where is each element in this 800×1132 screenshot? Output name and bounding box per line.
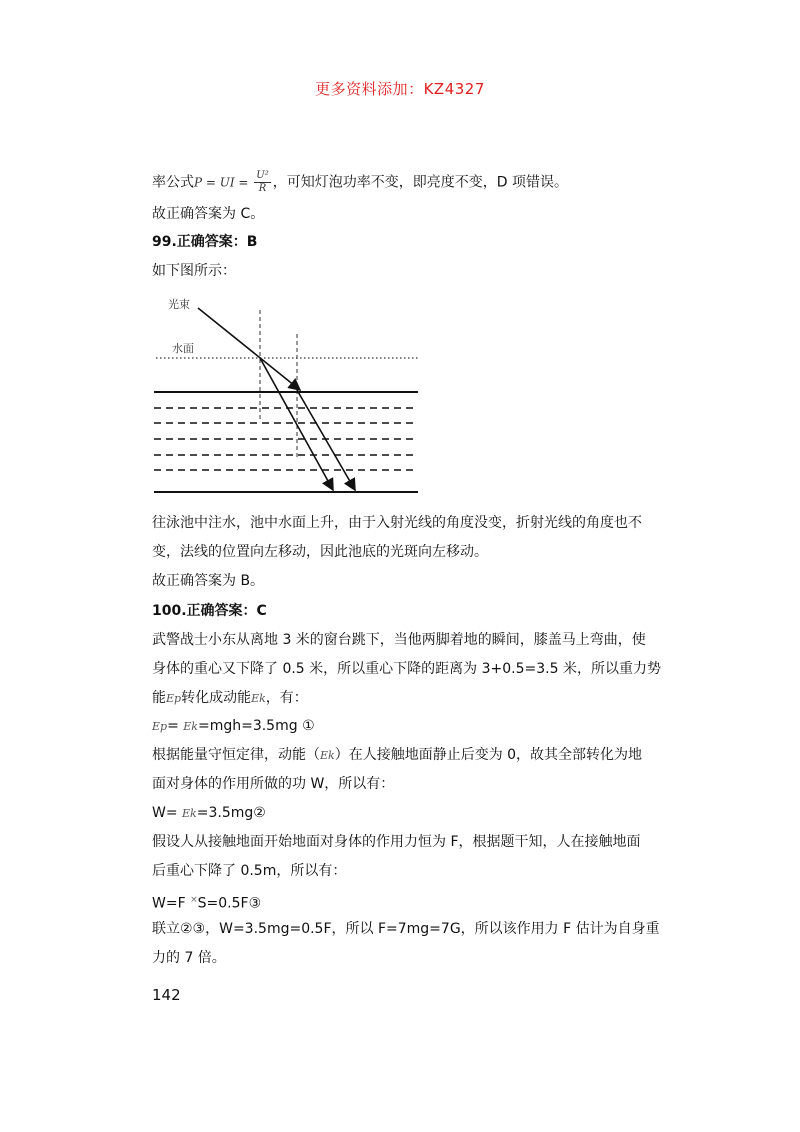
label-beam: 光束 <box>168 298 190 311</box>
answer-c-line: 故正确答案为 C。 <box>152 206 265 222</box>
formula-lhs: P = UI = <box>194 175 253 190</box>
text: = <box>167 718 179 734</box>
times-sign: × <box>190 895 198 905</box>
watermark-header: 更多资料添加：KZ4327 <box>315 80 485 98</box>
q100-line-1: 武警战士小东从离地 3 米的窗台跳下，当他两脚着地的瞬间，膝盖马上弯曲，使 <box>152 632 646 648</box>
q99-explain-1: 往泳池中注水，池中水面上升，由于入射光线的角度没变，折射光线的角度也不 <box>152 515 642 531</box>
q100-line-9: 后重心下降了 0.5m，所以有： <box>152 863 347 879</box>
q99-intro: 如下图所示： <box>152 263 236 279</box>
q100-line-3 <box>152 688 308 709</box>
text: =mgh=3.5mg ① <box>197 718 315 734</box>
q99-explain-2: 变，法线的位置向左移动，因此池底的光斑向左移动。 <box>152 544 488 560</box>
q100-line-8: 假设人从接触地面开始地面对身体的作用力恒为 F，根据题干知，人在接触地面 <box>152 834 641 850</box>
symbol-text: Ep <box>166 692 182 705</box>
q100-line-12: 力的 7 倍。 <box>152 950 226 966</box>
symbol-ek: Ek <box>183 720 198 733</box>
q99-answer: 故正确答案为 B。 <box>152 573 265 589</box>
q99-heading: 99.正确答案：B <box>152 234 258 250</box>
text: =3.5mg② <box>196 805 266 821</box>
symbol-ep: Ep <box>152 720 168 733</box>
q100-line-2: 身体的重心又下降了 0.5 米，所以重心下降的距离为 3+0.5=3.5 米，所以重力势 <box>152 661 661 677</box>
formula-fraction <box>254 170 270 195</box>
text: W= <box>152 805 178 821</box>
q100-line-6: 面对身体的作用所做的功 W，所以有： <box>152 776 395 792</box>
text: W=F <box>152 895 186 912</box>
text: S=0.5F③ <box>197 895 262 912</box>
q100-line-11: 联立②③，W=3.5mg=0.5F，所以 F=7mg=7G，所以该作用力 F 估计为自身重 <box>152 921 660 937</box>
symbol-ep <box>166 692 181 705</box>
q100-heading: 100.正确答案：C <box>152 603 267 619</box>
text: 能 <box>152 690 166 706</box>
paragraph-power-formula <box>152 170 568 195</box>
text: ，有： <box>265 690 308 706</box>
page-number: 142 <box>152 986 181 1004</box>
q100-equation-2 <box>152 803 266 824</box>
symbol-ek <box>251 692 266 705</box>
symbol-text: Ek <box>251 692 266 705</box>
symbol-ek: Ek <box>182 807 197 820</box>
q100-equation-3 <box>152 890 261 914</box>
incident-ray <box>198 308 300 390</box>
text: ）在人接触地面静止后变为 0，故其全部转化为地 <box>334 747 643 763</box>
refraction-diagram <box>152 292 422 498</box>
label-water-surface: 水面 <box>172 342 194 355</box>
symbol-ek: Ek <box>320 749 335 762</box>
fraction-numerator: U² <box>256 170 269 181</box>
text: 转化成动能 <box>181 690 252 706</box>
q100-equation-1 <box>152 716 315 737</box>
text-post: ，可知灯泡功率不变，即亮度不变，D 项错误。 <box>272 174 568 191</box>
fraction-denominator: R <box>258 183 267 194</box>
text-pre: 率公式 <box>152 174 194 191</box>
text: 根据能量守恒定律，动能（ <box>152 747 320 763</box>
q100-line-5 <box>152 745 642 766</box>
